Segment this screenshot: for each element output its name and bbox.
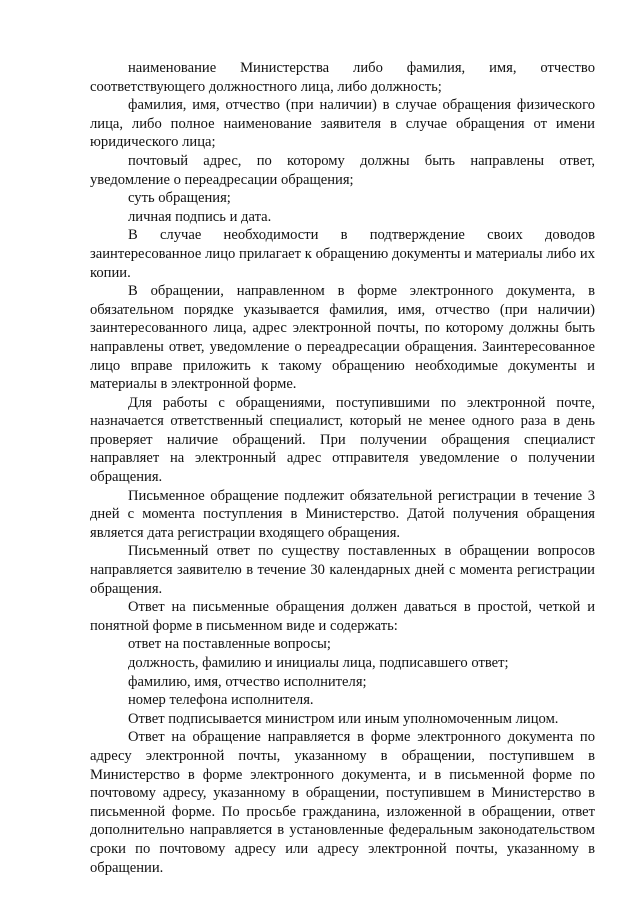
paragraph-essence: суть обращения; — [128, 190, 231, 207]
paragraph-attachments: В случае необходимости в подтверждение своих доводов заинтересованное лицо прилагает к обращению документы и материалы либо их копии. — [90, 227, 595, 281]
paragraph-applicant-name: фамилия, имя, отчество (при наличии) в случае обращения физического лица, либо полное наименование заявителя в случае обращения от имени юридического лица; — [90, 97, 595, 151]
paragraph-ministry-name: наименование Министерства либо фамилия, имя, отчество соответствующего должностного лица, либо должность; — [90, 60, 595, 95]
paragraph-postal-address: почтовый адрес, по которому должны быть направлены ответ, уведомление о переадресации обращения; — [90, 152, 595, 188]
paragraph-response-deadline: Письменный ответ по существу поставленных в обращении вопросов направляется заявителю в течение 30 календарных дней с момента регистрации обращения. — [90, 543, 595, 597]
list-item-executor-phone: номер телефона исполнителя. — [128, 692, 314, 709]
list-item-signer: должность, фамилию и инициалы лица, подписавшего ответ; — [128, 655, 509, 671]
paragraph-electronic-appeal: В обращении, направленном в форме электронного документа, в обязательном порядке указывается фамилия, имя, отчество (при наличии) заинтересованного лица, адрес электронной почты, по которому должны быть направлены ответ, уведомление о переадресации обращения. Заинтересованное лицо вправе приложить к такому обращению необходимые документы и материалы в электронной форме. — [90, 283, 595, 393]
paragraph-registration: Письменное обращение подлежит обязательной регистрации в течение 3 дней с момента поступления в Министерство. Датой получения обращения является дата регистрации входящего обращения. — [90, 487, 595, 541]
paragraph-response-form: Ответ на письменные обращения должен даваться в простой, четкой и понятной форме в письменном виде и содержать: — [90, 599, 595, 634]
list-item-executor-name: фамилию, имя, отчество исполнителя; — [128, 673, 367, 690]
paragraph-signed-by: Ответ подписывается министром или иным уполномоченным лицом. — [128, 710, 559, 727]
document-page — [90, 59, 595, 877]
paragraph-email-specialist: Для работы с обращениями, поступившими по электронной почте, назначается ответственный специалист, который не менее одного раза в день проверяет наличие обращений. При получении обращения специалист направляет на электронный адрес отправителя уведомление о получении обращения. — [90, 394, 595, 486]
list-item-answer: ответ на поставленные вопросы; — [128, 636, 331, 653]
paragraph-signature-date: личная подпись и дата. — [128, 208, 272, 225]
paragraph-delivery: Ответ на обращение направляется в форме электронного документа по адресу электронной почты, указанному в обращении, поступившем в Министерство в форме электронного документа, и в письменной форме по почтовому адресу, указанному в обращении, поступившем в Министерство в письменной форме. По просьбе гражданина, изложенной в обращении, ответ дополнительно направляется в установленные федеральным законодательством сроки по почтовому адресу или адресу электронной почты, указанному в обращении. — [90, 729, 595, 876]
